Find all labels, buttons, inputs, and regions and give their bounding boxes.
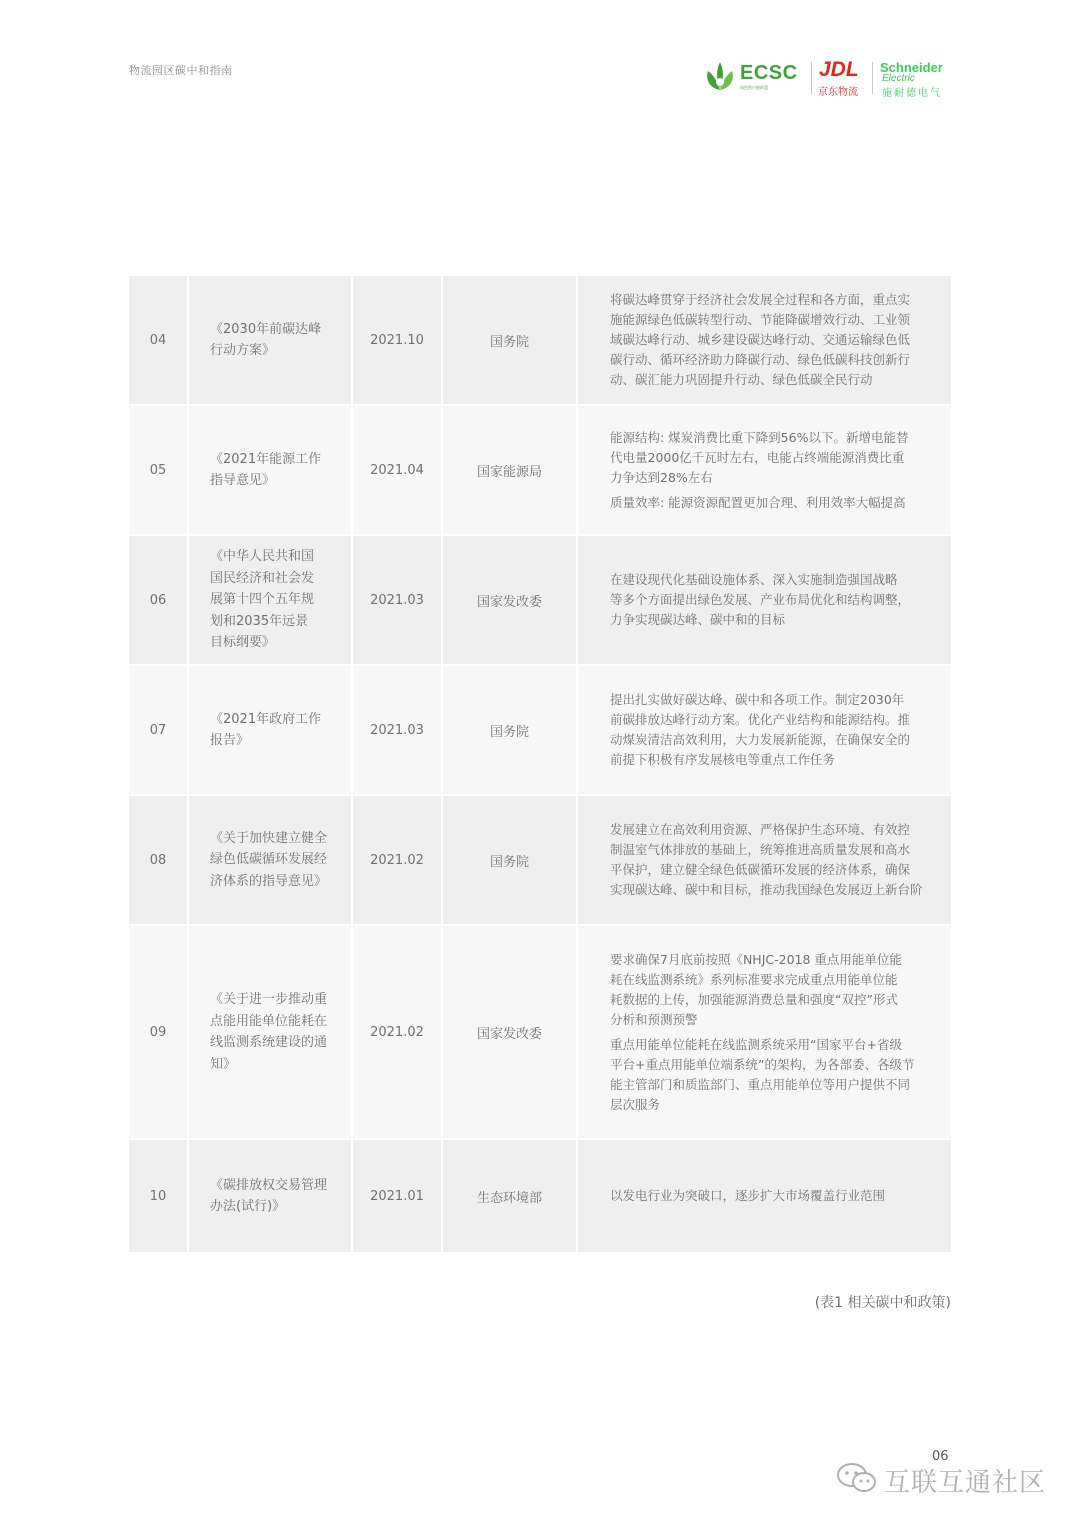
jdl-subtitle: 京东物流 — [818, 87, 858, 98]
policy-name-text: 《中华人民共和国 国民经济和社会发 展第十四个五年规 划和2035年远景 目标纲要》 — [210, 549, 315, 651]
schneider-electric-text: Electric — [882, 73, 915, 84]
policy-name — [189, 276, 353, 404]
issue-date: 2021.03 — [353, 666, 443, 794]
issuing-agency: 国家能源局 — [443, 406, 578, 534]
description-paragraph: 提出扎实做好碳达峰、碳中和各项工作。制定2030年 前碳排放达峰行动方案。优化产业结构和能源结构。推 动煤炭清洁高效利用，大力发展新能源，在确保安全的 前提下积极有序发展核电等重点工作任务 — [610, 692, 911, 767]
row-number: 10 — [129, 1140, 189, 1252]
policy-name-text: 《2030年前碳达峰 行动方案》 — [210, 321, 322, 358]
schneider-cn-name: 施耐德电气 — [882, 88, 942, 99]
policy-description — [578, 406, 951, 534]
schneider-logo — [878, 56, 958, 98]
issue-date: 2021.02 — [353, 926, 443, 1138]
description-paragraph: 要求确保7月底前按照《NHJC-2018 重点用能单位能 耗在线监测系统》系列标准要求完成重点用能单位能 耗数据的上传，加强能源消费总量和强度“双控”形式 分析和预测预警 — [610, 951, 902, 1027]
ecsc-subtitle: 绿色供应链联盟 — [740, 85, 768, 90]
issue-date: 2021.01 — [353, 1140, 443, 1252]
policy-name-text: 《关于进一步推动重 点能用能单位能耗在 线监测系统建设的通 知》 — [210, 992, 328, 1072]
row-number: 04 — [129, 276, 189, 404]
row-number: 06 — [129, 536, 189, 664]
table-row — [129, 796, 951, 926]
row-number: 08 — [129, 796, 189, 924]
ecsc-wordmark: ECSC — [740, 62, 798, 84]
table-row — [129, 1140, 951, 1254]
issuing-agency: 国家发改委 — [443, 536, 578, 664]
logo-divider — [872, 62, 873, 94]
jdl-wordmark: JDL — [819, 58, 859, 81]
schneider-wordmark: Schneider — [880, 60, 943, 75]
table-row — [129, 926, 951, 1140]
row-number: 09 — [129, 926, 189, 1138]
issuing-agency: 国务院 — [443, 666, 578, 794]
description-paragraph: 以发电行业为突破口，逐步扩大市场覆盖行业范围 — [610, 1188, 886, 1203]
description-paragraph: 能源结构: 煤炭消费比重下降到56%以下。新增电能替 代电量2000亿千瓦时左右，电能占终端能源消费比重 力争达到28%左右 — [610, 429, 909, 485]
description-paragraph: 将碳达峰贯穿于经济社会发展全过程和各方面，重点实 施能源绿色低碳转型行动、节能降碳增效行动、工业领 域碳达峰行动、城乡建设碳达峰行动、交通运输绿色低 碳行动、循环经济助力降碳行动、绿色低碳科技创新行 动、碳汇能力巩固提升行动、绿色低碳全民行动 — [610, 292, 911, 387]
policy-name-text: 《2021年能源工作 指导意见》 — [210, 451, 322, 488]
policy-name — [189, 1140, 353, 1252]
policy-description — [578, 796, 951, 924]
watermark-text: 互联互通社区 — [884, 1468, 1047, 1498]
table-row — [129, 276, 951, 406]
policy-description — [578, 926, 951, 1138]
table-row — [129, 406, 951, 536]
document-title: 物流园区碳中和指南 — [129, 64, 233, 77]
policy-name-text: 《2021年政府工作 报告》 — [210, 711, 322, 748]
table-caption: (表1 相关碳中和政策) — [814, 1295, 951, 1311]
row-number: 05 — [129, 406, 189, 534]
policy-table — [129, 276, 951, 1254]
issuing-agency: 国务院 — [443, 796, 578, 924]
row-number: 07 — [129, 666, 189, 794]
policy-name — [189, 666, 353, 794]
ecsc-leaf-icon — [702, 60, 738, 94]
issuing-agency: 国务院 — [443, 276, 578, 404]
issue-date: 2021.02 — [353, 796, 443, 924]
policy-description — [578, 536, 951, 664]
policy-description — [578, 666, 951, 794]
policy-description — [578, 276, 951, 404]
policy-name-text: 《碳排放权交易管理 办法(试行)》 — [210, 1177, 328, 1214]
page-number: 06 — [932, 1449, 949, 1464]
ecsc-logo — [702, 56, 806, 98]
issue-date: 2021.04 — [353, 406, 443, 534]
policy-name-text: 《关于加快建立健全 绿色低碳循环发展经 济体系的指导意见》 — [210, 830, 328, 889]
description-paragraph: 在建设现代化基础设施体系、深入实施制造强国战略 等多个方面提出绿色发展、产业布局优化和结构调整， 力争实现碳达峰、碳中和的目标 — [610, 572, 911, 627]
issuing-agency: 生态环境部 — [443, 1140, 578, 1252]
policy-name — [189, 796, 353, 924]
table-row — [129, 666, 951, 796]
partner-logos — [702, 56, 954, 98]
wechat-icon — [836, 1462, 878, 1494]
issue-date: 2021.03 — [353, 536, 443, 664]
policy-description — [578, 1140, 951, 1252]
issue-date: 2021.10 — [353, 276, 443, 404]
description-paragraph: 重点用能单位能耗在线监测系统采用“国家平台+省级 平台+重点用能单位端系统”的架构，为各部委、各级节 能主管部门和质监部门、重点用能单位等用户提供不同 层次服务 — [610, 1036, 915, 1112]
logo-divider — [811, 62, 812, 94]
issuing-agency: 国家发改委 — [443, 926, 578, 1138]
description-paragraph: 质量效率: 能源资源配置更加合理、利用效率大幅提高 — [610, 494, 906, 510]
description-paragraph: 发展建立在高效利用资源、严格保护生态环境、有效控 制温室气体排放的基础上，统筹推进高质量发展和高水 平保护，建立健全绿色低碳循环发展的经济体系，确保 实现碳达峰、碳中和目标，推动我国绿色发展迈上新台阶 — [610, 822, 923, 897]
table-row — [129, 536, 951, 666]
policy-name — [189, 536, 353, 664]
jdl-logo — [817, 56, 865, 98]
policy-name — [189, 406, 353, 534]
policy-name — [189, 926, 353, 1138]
